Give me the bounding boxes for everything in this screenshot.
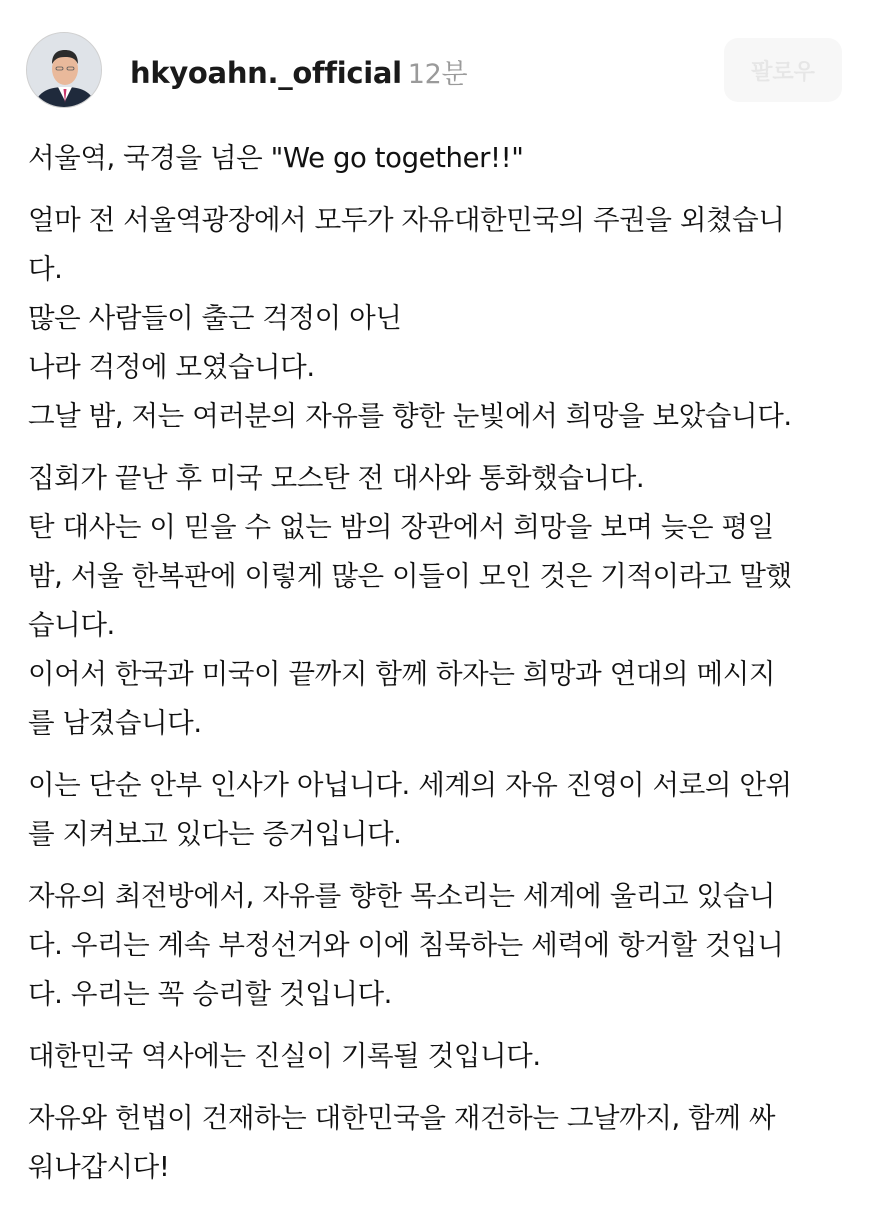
username-link[interactable]: hkyoahn._official (130, 56, 402, 90)
post-header (0, 0, 869, 120)
caption-line: 워나갑시다! (28, 1151, 170, 1183)
caption-line: 대한민국 역사에는 진실이 기록될 것입니다. (28, 1040, 541, 1072)
caption-paragraph (28, 196, 858, 441)
caption-paragraph (28, 872, 858, 1019)
caption-line: 다. (28, 253, 63, 285)
post-title: 서울역, 국경을 넘은 "We go together!!" (28, 142, 524, 174)
caption-line: 이어서 한국과 미국이 끝까지 함께 하자는 희망과 연대의 메시지 (28, 658, 776, 690)
caption-paragraphs (28, 196, 858, 1192)
post-caption (28, 134, 858, 1205)
timestamp: 12분 (407, 59, 468, 90)
caption-line: 를 남겼습니다. (28, 707, 202, 739)
caption-line: 자유와 헌법이 건재하는 대한민국을 재건하는 그날까지, 함께 싸 (28, 1102, 776, 1134)
profile-photo (27, 33, 102, 108)
caption-line: 집회가 끝난 후 미국 모스탄 전 대사와 통화했습니다. (28, 462, 645, 494)
caption-paragraph (28, 454, 858, 748)
caption-line: 많은 사람들이 출근 걱정이 아닌 (28, 302, 402, 334)
caption-line: 습니다. (28, 609, 115, 641)
caption-paragraph (28, 1094, 858, 1192)
caption-line: 나라 걱정에 모였습니다. (28, 351, 315, 383)
caption-line: 자유의 최전방에서, 자유를 향한 목소리는 세계에 울리고 있습니 (28, 880, 776, 912)
caption-paragraph (28, 761, 858, 859)
caption-line: 이는 단순 안부 인사가 아닙니다. 세계의 자유 진영이 서로의 안위 (28, 769, 792, 801)
caption-line: 얼마 전 서울역광장에서 모두가 자유대한민국의 주권을 외쳤습니 (28, 204, 785, 236)
caption-line: 밤, 서울 한복판에 이렇게 많은 이들이 모인 것은 기적이라고 말했 (28, 560, 792, 592)
follow-button[interactable]: 팔로우 (724, 38, 842, 102)
caption-line: 다. 우리는 꼭 승리할 것입니다. (28, 978, 393, 1010)
caption-paragraph (28, 1032, 858, 1081)
caption-line: 다. 우리는 계속 부정선거와 이에 침묵하는 세력에 항거할 것입니 (28, 929, 784, 961)
avatar[interactable] (26, 32, 102, 108)
author-line (130, 52, 467, 91)
caption-line: 를 지켜보고 있다는 증거입니다. (28, 818, 402, 850)
caption-line: 탄 대사는 이 믿을 수 없는 밤의 장관에서 희망을 보며 늦은 평일 (28, 511, 774, 543)
caption-line: 그날 밤, 저는 여러분의 자유를 향한 눈빛에서 희망을 보았습니다. (28, 400, 792, 432)
